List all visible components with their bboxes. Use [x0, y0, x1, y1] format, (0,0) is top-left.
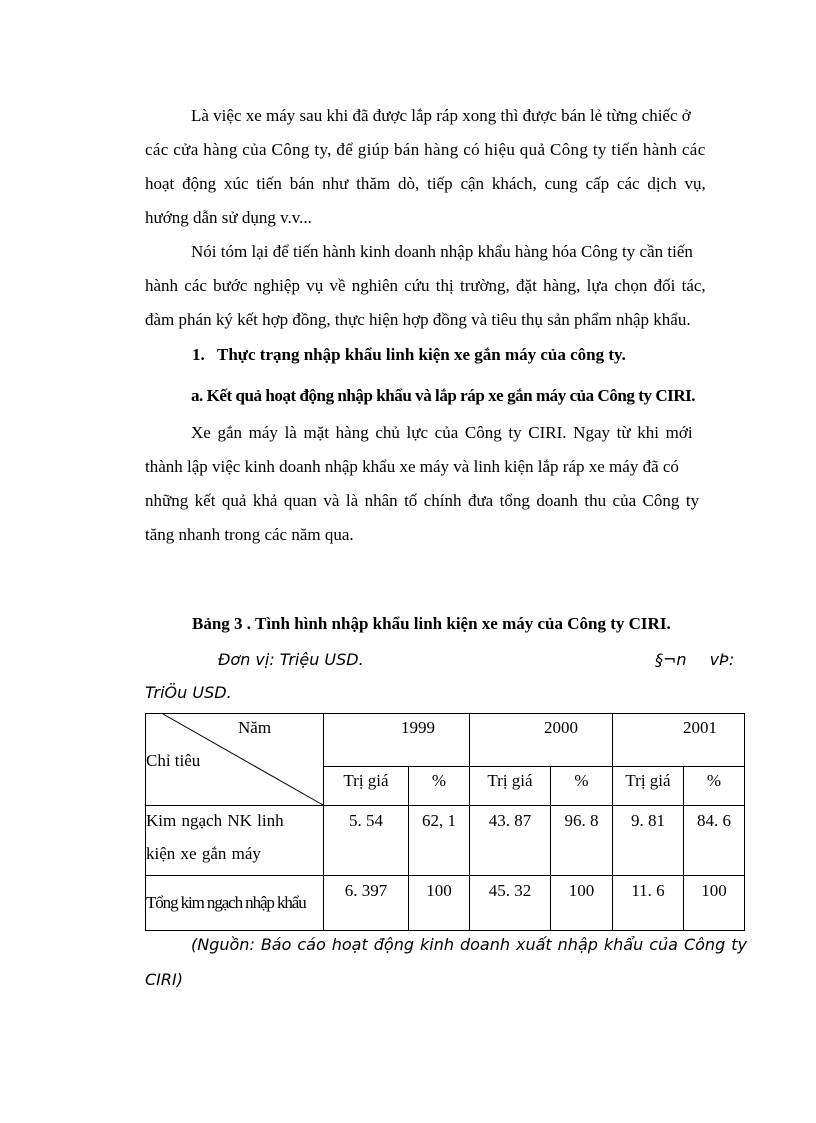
unit-label-garbled: §¬n vÞ: [655, 650, 735, 669]
paragraph-1-line-2: các cửa hàng của Công ty, để giúp bán hàng có hiệu quả Công ty tiến hành các [145, 140, 706, 159]
table-cell: 5. 54 [324, 806, 409, 876]
table-cell: 96. 8 [551, 806, 613, 876]
subheader-pct-2001: % [684, 767, 745, 806]
row-label-parts: Kim ngạch NK linh kiện xe gắn máy [146, 806, 324, 876]
source-note-line-2: CIRI) [145, 970, 183, 989]
paragraph-3-line-3: những kết quả khả quan và là nhân tố chính đưa tổng doanh thu của Công ty [145, 491, 700, 510]
table-cell: 84. 6 [684, 806, 745, 876]
paragraph-3-line-4: tăng nhanh trong các năm qua. [145, 525, 354, 544]
heading-subsection-a: a. Kết quả hoạt động nhập khẩu và lắp ráp xe gắn máy của Công ty CIRI. [191, 386, 696, 405]
table-cell: 100 [551, 876, 613, 931]
unit-label-garbled-wrap: TriÖu USD. [145, 683, 232, 702]
table-corner-cell [146, 714, 324, 806]
subheader-value-2000: Trị giá [470, 767, 551, 806]
heading-number: 1. [192, 345, 205, 364]
source-note-line-1: (Nguồn: Báo cáo hoạt động kinh doanh xuất nhập khẩu của Công ty [191, 935, 747, 954]
table-cell: 100 [409, 876, 470, 931]
year-header-2000: 2000 [470, 714, 613, 767]
import-table [145, 713, 745, 931]
table-cell: 45. 32 [470, 876, 551, 931]
paragraph-1-line-4: hướng dẫn sử dụng v.v... [145, 208, 312, 227]
year-header-2001: 2001 [613, 714, 745, 767]
table-title: Bảng 3 . Tình hình nhập khẩu linh kiện xe máy của Công ty CIRI. [192, 614, 671, 633]
table-cell: 6. 397 [324, 876, 409, 931]
table-cell: 11. 6 [613, 876, 684, 931]
subheader-value-2001: Trị giá [613, 767, 684, 806]
row-label-total: Tổng kim ngạch nhập khẩu [146, 876, 324, 931]
table-cell: 9. 81 [613, 806, 684, 876]
table-cell: 43. 87 [470, 806, 551, 876]
paragraph-3-line-2: thành lập việc kinh doanh nhập khẩu xe máy và linh kiện lắp ráp xe máy đã có [145, 457, 679, 476]
paragraph-2-line-2: hành các bước nghiệp vụ về nghiên cứu thị trường, đặt hàng, lựa chọn đối tác, [145, 276, 706, 295]
subheader-value-1999: Trị giá [324, 767, 409, 806]
table-cell: 100 [684, 876, 745, 931]
heading-section-1 [192, 345, 626, 365]
unit-label: Đơn vị: Triệu USD. [218, 650, 364, 669]
paragraph-1-line-1: Là việc xe máy sau khi đã được lắp ráp xong thì được bán lẻ từng chiếc ở [191, 106, 691, 125]
paragraph-3-line-1: Xe gắn máy là mặt hàng chủ lực của Công ty CIRI. Ngay từ khi mới [191, 423, 693, 442]
table-cell: 62, 1 [409, 806, 470, 876]
subheader-pct-1999: % [409, 767, 470, 806]
paragraph-2-line-3: đàm phán ký kết hợp đồng, thực hiện hợp đồng và tiêu thụ sản phẩm nhập khẩu. [145, 310, 691, 329]
year-header-1999: 1999 [324, 714, 470, 767]
heading-text: Thực trạng nhập khẩu linh kiện xe gắn máy của công ty. [217, 345, 626, 364]
paragraph-2-line-1: Nói tóm lại để tiến hành kinh doanh nhập khẩu hàng hóa Công ty cần tiến [191, 242, 693, 261]
paragraph-1-line-3: hoạt động xúc tiến bán như thăm dò, tiếp cận khách, cung cấp các dịch vụ, [145, 174, 706, 193]
corner-indicator-label: Chỉ tiêu [146, 751, 201, 770]
subheader-pct-2000: % [551, 767, 613, 806]
corner-year-label: Năm [238, 718, 272, 737]
